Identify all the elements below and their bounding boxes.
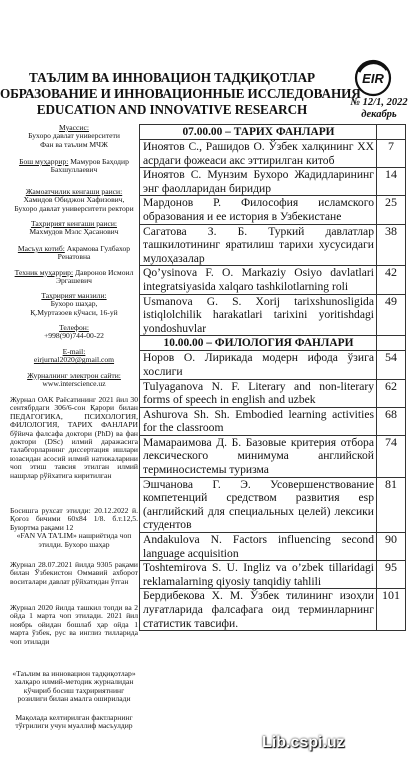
tech-name: Давронов Исмоил (73, 268, 134, 277)
toc-entry-page: 38 (377, 224, 406, 266)
journal-title-en: EDUCATION AND INNOVATIVE RESEARCH (36, 102, 308, 117)
chief-label: Бош муҳаррир: (19, 157, 69, 166)
toc-section-page-cell (377, 336, 406, 351)
chief-name-2: Бахшуллаевич (50, 165, 98, 175)
toc-entry-row[interactable] (140, 294, 406, 336)
toc-entry-page: 101 (377, 589, 406, 631)
print-info (10, 507, 138, 549)
toc-entry-row[interactable] (140, 266, 406, 294)
toc-section-title: 07.00.00 – ТАРИХ ФАНЛАРИ (140, 125, 377, 140)
tech-editor-block (10, 269, 138, 286)
toc-entry-title: Бердибекова Х. М. Ўзбек тилининг изоҳли луғатларида фалсафага оид терминларнинг статистик тавсифи. (140, 589, 377, 631)
toc-entry-title: Ashurova Sh. Sh. Embodied learning activities for the classroom (140, 407, 377, 435)
address-block (10, 292, 138, 317)
secretary-name: Акрамова Гулбахор (64, 244, 131, 253)
toc-entry-page: 68 (377, 407, 406, 435)
tech-label: Техник муҳаррир: (14, 268, 74, 277)
founder-2: Фан ва таълим МЧЖ (40, 139, 108, 149)
toc-entry-title: Qo’ysinova F. O. Markaziy Osiyo davlatlari integratsiyasida xalqaro tashkilotlarning roli (140, 266, 377, 294)
toc-section-page-cell (377, 125, 406, 140)
founder-label: Муассис: (59, 124, 89, 132)
toc-entry-page: 25 (377, 196, 406, 224)
journal-logo-icon (353, 58, 393, 98)
chief-name: Мамуров Баҳодир (68, 157, 129, 166)
responsibility-text: Мақолада келтирилган фактларнинг тўғрилиги учун муаллиф масъулдир (15, 713, 133, 731)
toc-entry-page: 74 (377, 435, 406, 477)
toc-entry-title: Usmanova G. S. Xorij tarixshunosligida istiqlolchilik harakatlari tarixini yoritishdagi yondoshuvlar (140, 294, 377, 336)
toc-entry-title: Toshtemirova S. U. Ingliz va o’zbek tillaridagi reklamalarning qiyosiy tanqidiy tahlili (140, 561, 377, 589)
toc-entry-title: Сагатова З. Б. Туркий давлатлар ташкилотининг яратилиш тарихи хусусидаги мулоҳазалар (140, 224, 377, 266)
phone-block (10, 324, 138, 341)
journal-title-ru: ОБРАЗОВАНИЕ И ИННОВАЦИОННЫЕ ИССЛЕДОВАНИЯ (0, 86, 361, 101)
toc-entry-row[interactable] (140, 407, 406, 435)
website-block (10, 372, 138, 389)
toc-entry-title: Эшчанова Г. Э. Усовершенствование компетенций средством развития esp (английский для специальных целей) лексики студентов (140, 477, 377, 532)
journal-title-uz: ТАЪЛИМ ВА ИННОВАЦИОН ТАДҚИҚОТЛАР (29, 70, 315, 85)
website-link[interactable]: www.interscience.uz (42, 379, 106, 389)
address-2: Қ.Муртазоев кўчаси, 16-уй (30, 307, 118, 317)
toc-entry-page: 62 (377, 379, 406, 407)
toc-section-row (140, 336, 406, 351)
email-block (10, 348, 138, 365)
founder-block (10, 124, 138, 149)
toc-entry-row[interactable] (140, 435, 406, 477)
toc-entry-row[interactable] (140, 477, 406, 532)
issue-month: декабрь (361, 109, 397, 120)
secretary-block (10, 245, 138, 262)
print-info-2: «FAN VA TA'LIM» нашриётида чоп этилди. Бухоро шаҳар (16, 531, 132, 549)
media-registration-text: Журнал 28.07.2021 йилда 9305 рақами билан Ўзбекистон Оммавий ахборот воситалари давлат рўйхатидан ўтган (10, 560, 138, 586)
toc-entry-page: 54 (377, 351, 406, 379)
toc-entry-title: Tulyaganova N. F. Literary and non-literary forms of speech in english and uzbek (140, 379, 377, 407)
board-name: Махмудов Мэлс Ҳасанович (29, 227, 119, 237)
reproduction-text: «Таълим ва инновацион тадқиқотлар» халқаро илмий-методик журналидан кўчириб босиш таҳририятнинг розилиги билан амалга оширилади (12, 669, 136, 704)
toc-entry-page: 49 (377, 294, 406, 336)
toc-entry-title: Иноятов С., Рашидов О. Ўзбек халқининг ХХ асрдаги фожеаси акс эттирилган китоб (140, 140, 377, 168)
secretary-name-2: Ренатовна (57, 252, 91, 262)
issue-number: № 12/1, 2022 (350, 97, 408, 108)
toc-entry-page: 95 (377, 561, 406, 589)
phone-number: +998(90)744-00-22 (44, 331, 104, 341)
address-1: Бухоро шаҳар, (50, 299, 98, 309)
toc-entry-row[interactable] (140, 351, 406, 379)
founding-text: Журнал 2020 йилда ташкил топди ва 2 ойда 1 марта чоп этилади. 2021 йил ноябрь ойидан бошлаб ҳар ойда 1 марта ўзбек, рус ва инглиз тилларида чоп этилади (10, 603, 138, 646)
council-block (10, 188, 138, 213)
phone-label: Телефон: (59, 323, 89, 332)
chief-editor-block (10, 158, 138, 175)
toc-entry-row[interactable] (140, 533, 406, 561)
issue-info (344, 97, 414, 121)
watermark: Lib.cspi.uz (262, 734, 345, 751)
toc-section-row (140, 125, 406, 140)
journal-logo-text: EIR (362, 71, 384, 86)
toc-entry-row[interactable] (140, 561, 406, 589)
council-2: Бухоро давлат университети ректори (14, 203, 134, 213)
registration-text: Журнал ОАК Раёсатининг 2021 йил 30 сентябрдаги 306/6-сон Қарори билан ПЕДАГОГИКА, ПСИХОЛОГИЯ, ФИЛОЛОГИЯ, ТАРИХ ФАНЛАРИ бўйича фалсафа доктори (PhD) ва фан доктори (DSc) илмий даражасига талабгорларнинг диссертация ишлари юзасидан асосий илмий натижаларини чоп этиш тавсия этилган илмий нашрлар рўйхатига киритилган (10, 395, 138, 480)
toc-section-title: 10.00.00 – ФИЛОЛОГИЯ ФАНЛАРИ (140, 336, 377, 351)
toc-entry-page: 14 (377, 168, 406, 196)
toc-entry-title: Мардонов Р. Философия исламского образования и ее история в Узбекистане (140, 196, 377, 224)
toc-entry-title: Мамараимова Д. Б. Базовые критерия отбора лексического минимума английской терминосистемы туризма (140, 435, 377, 477)
email-link[interactable]: eirjurnal2020@gmail.com (33, 355, 115, 365)
toc-entry-page: 42 (377, 266, 406, 294)
toc-entry-row[interactable] (140, 140, 406, 168)
tech-name-2: Эргашевич (56, 276, 92, 286)
journal-header (0, 0, 415, 124)
board-block (10, 220, 138, 237)
toc-entry-row[interactable] (140, 379, 406, 407)
editorial-sidebar (10, 124, 138, 762)
print-info-1: Босишга рухсат этилди: 20.12.2022 й. Қоғоз бичими 60x84 1/8. б.т.12,5. Буюртма рақами 12 (10, 506, 138, 532)
website-label: Журналнинг электрон сайти: (27, 371, 121, 380)
toc-entry-row[interactable] (140, 224, 406, 266)
council-1: Хамидов Обиджон Хафизович, (23, 195, 125, 205)
board-label: Таҳририят кенгаши раиси: (30, 219, 118, 228)
toc-entry-title: Норов О. Лирикада модерн ифода ўзига хослиги (140, 351, 377, 379)
toc-entry-row[interactable] (140, 589, 406, 631)
council-label: Жамоатчилик кенгаши раиси: (25, 187, 123, 196)
founder-1: Бухоро давлат университети (28, 131, 120, 141)
email-label: E-mail: (62, 347, 86, 356)
toc-entry-page: 7 (377, 140, 406, 168)
toc-entry-row[interactable] (140, 196, 406, 224)
toc-entry-title: Иноятов С. Мунзим Бухоро Жадидларининг энг фаолларидан биридир (140, 168, 377, 196)
toc-entry-page: 81 (377, 477, 406, 532)
toc-entry-title: Andakulova N. Factors influencing second language acquisition (140, 533, 377, 561)
address-label: Таҳририят манзили: (41, 291, 107, 300)
table-of-contents (139, 124, 406, 631)
secretary-label: Масъул котиб: (17, 244, 65, 253)
toc-entry-page: 90 (377, 533, 406, 561)
toc-entry-row[interactable] (140, 168, 406, 196)
